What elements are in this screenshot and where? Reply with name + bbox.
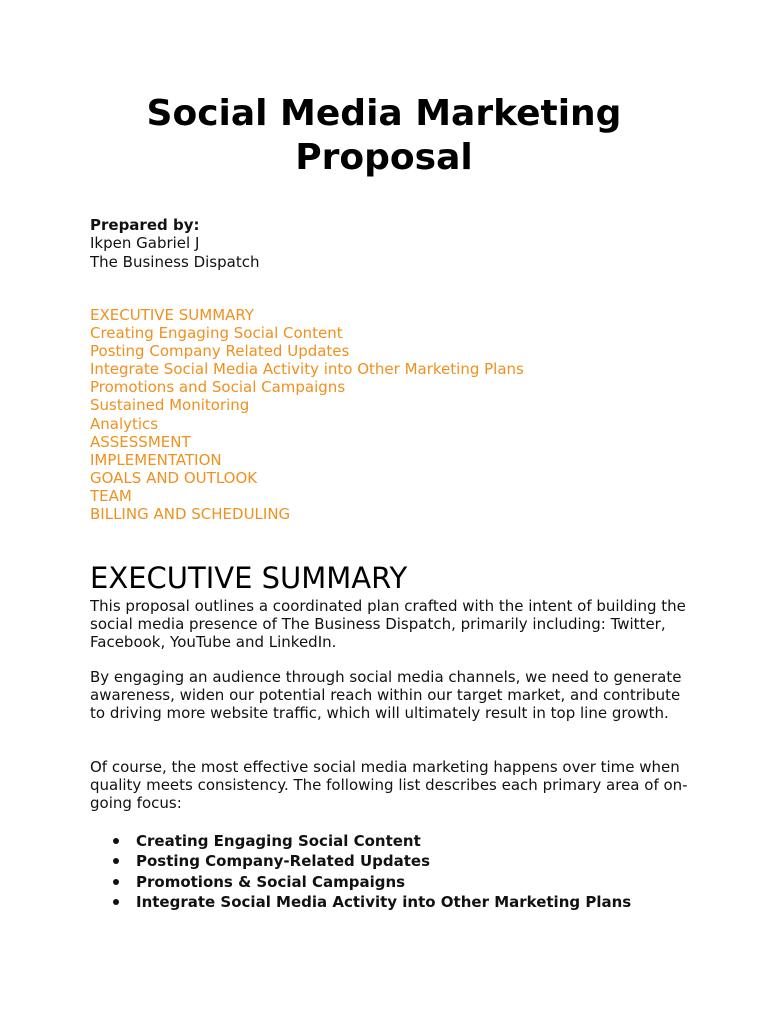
author-organization: The Business Dispatch — [90, 252, 260, 271]
toc-link-promotions-and-social-campaigns[interactable]: Promotions and Social Campaigns — [90, 378, 346, 397]
table-of-contents — [90, 306, 524, 523]
summary-paragraph-1: This proposal outlines a coordinated plan crafted with the intent of building the social media presence of The Business Dispatch, primarily including: Twitter, Facebook, YouTube and LinkedIn. — [90, 597, 686, 652]
prepared-by-block — [90, 216, 259, 271]
toc-link-integrate-social-media-activity[interactable]: Integrate Social Media Activity into Other Marketing Plans — [90, 360, 524, 379]
summary-paragraph-2: By engaging an audience through social media channels, we need to generate awareness, widen our potential reach within our target market, and contribute to driving more website traffic, which will ultimately result in top line growth. — [90, 668, 682, 723]
focus-areas-list — [90, 831, 631, 913]
toc-link-sustained-monitoring[interactable]: Sustained Monitoring — [90, 396, 250, 415]
toc-link-goals-and-outlook[interactable]: GOALS AND OUTLOOK — [90, 468, 258, 487]
executive-summary-heading: EXECUTIVE SUMMARY — [90, 561, 408, 595]
bullet-icon — [113, 879, 119, 885]
bullet-icon — [113, 838, 119, 844]
toc-link-analytics[interactable]: Analytics — [90, 414, 159, 433]
prepared-by-label: Prepared by: — [90, 216, 200, 234]
list-item-text: Integrate Social Media Activity into Other Marketing Plans — [136, 893, 632, 912]
document-title — [0, 92, 768, 180]
toc-link-creating-engaging-social-content[interactable]: Creating Engaging Social Content — [90, 324, 343, 343]
list-item — [90, 872, 631, 892]
list-item-text: Creating Engaging Social Content — [136, 832, 421, 850]
bullet-icon — [113, 899, 119, 905]
author-name: Ikpen Gabriel J — [90, 234, 200, 253]
summary-paragraph-3: Of course, the most effective social media marketing happens over time when quality meets consistency. The following list describes each primary area of on-going focus: — [90, 758, 688, 813]
list-item — [90, 892, 631, 912]
toc-link-executive-summary[interactable]: EXECUTIVE SUMMARY — [90, 306, 255, 324]
list-item-text: Posting Company-Related Updates — [136, 852, 431, 871]
toc-link-assessment[interactable]: ASSESSMENT — [90, 432, 191, 451]
title-line-1: Social Media Marketing — [146, 93, 622, 134]
title-line-2: Proposal — [295, 137, 473, 178]
list-item-text: Promotions & Social Campaigns — [136, 872, 406, 891]
list-item — [90, 851, 631, 871]
toc-link-implementation[interactable]: IMPLEMENTATION — [90, 450, 222, 469]
toc-link-team[interactable]: TEAM — [90, 486, 132, 505]
bullet-icon — [113, 858, 119, 864]
toc-link-billing-and-scheduling[interactable]: BILLING AND SCHEDULING — [90, 505, 291, 524]
list-item — [90, 831, 631, 851]
toc-link-posting-company-related-updates[interactable]: Posting Company Related Updates — [90, 342, 350, 361]
